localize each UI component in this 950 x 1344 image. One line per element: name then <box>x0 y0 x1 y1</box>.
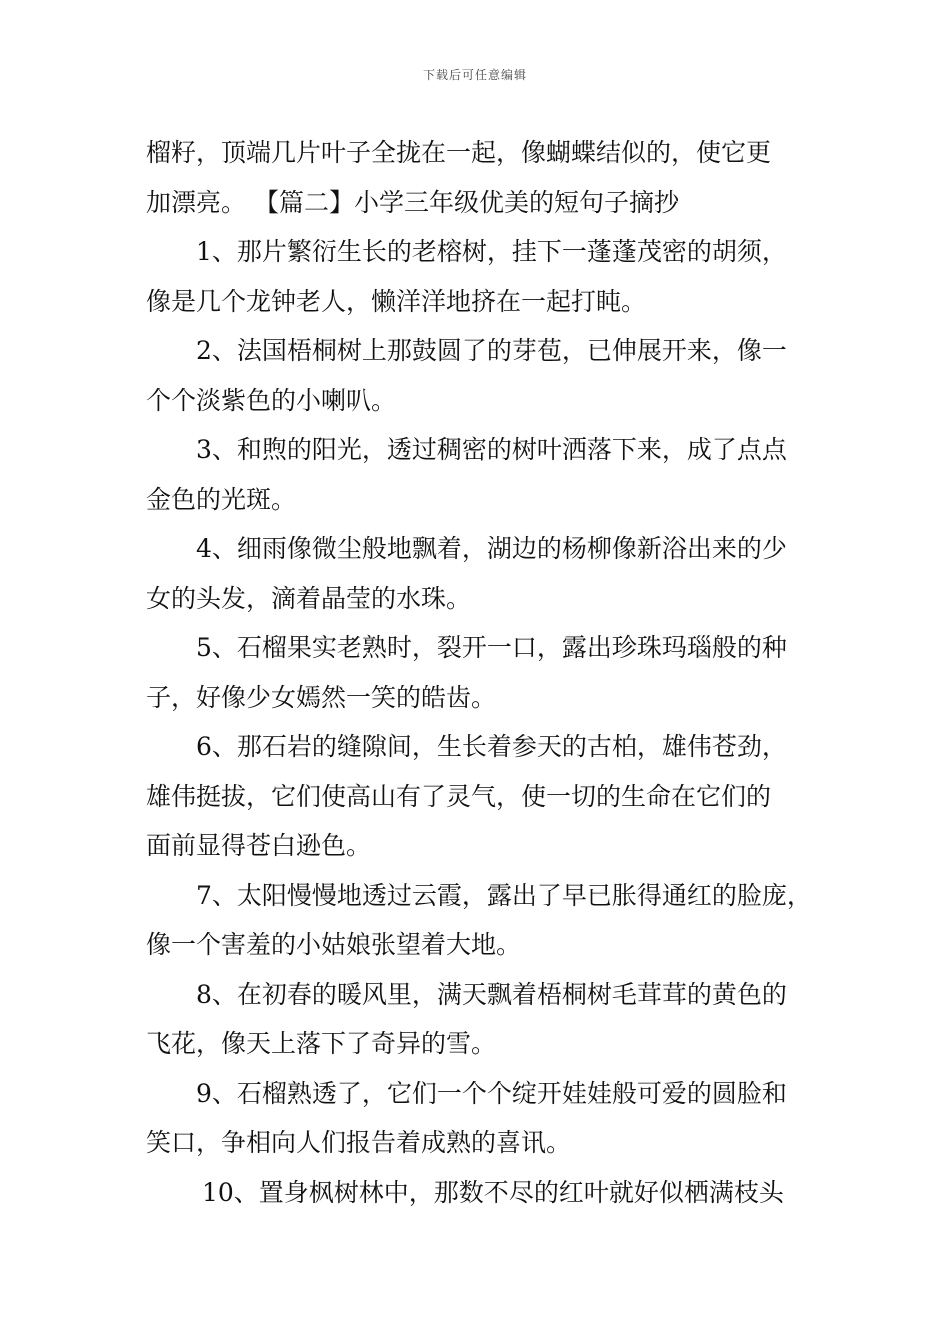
text-line: 2、法国梧桐树上那鼓圆了的芽苞，已伸展开来，像一 <box>196 336 787 365</box>
text-line: 像是几个龙钟老人，懒洋洋地挤在一起打盹。 <box>146 286 647 316</box>
text-line: 笑口，争相向人们报告着成熟的喜讯。 <box>146 1128 572 1157</box>
text-line: 5、石榴果实老熟时，裂开一口，露出珍珠玛瑙般的种 <box>196 633 787 662</box>
text-line: 8、在初春的暖风里，满天飘着梧桐树毛茸茸的黄色的 <box>196 979 787 1009</box>
text-line: 女的头发，滴着晶莹的水珠。 <box>146 583 472 613</box>
text-line: 榴籽，顶端几片叶子全拢在一起，像蝴蝶结似的，使它更 <box>146 138 772 167</box>
text-line: 子，好像少女嫣然一笑的皓齿。 <box>146 682 497 712</box>
document-body <box>146 128 810 1217</box>
text-line: 7、太阳慢慢地透过云霞，露出了早已胀得通红的脸庞， <box>196 880 812 910</box>
text-line: 4、细雨像微尘般地飘着，湖边的杨柳像新浴出来的少 <box>196 534 787 563</box>
text-line: 飞花，像天上落下了奇异的雪。 <box>146 1029 497 1058</box>
text-line: 加漂亮。 【篇二】小学三年级优美的短句子摘抄 <box>146 187 679 217</box>
text-line: 像一个害羞的小姑娘张望着大地。 <box>146 930 522 959</box>
text-line: 面前显得苍白逊色。 <box>146 831 372 860</box>
text-line: 雄伟挺拔，它们使高山有了灵气，使一切的生命在它们的 <box>146 781 772 811</box>
text-line: 金色的光斑。 <box>146 484 297 514</box>
text-line: 3、和煦的阳光，透过稠密的树叶洒落下来，成了点点 <box>196 435 787 464</box>
page-header-note: 下载后可任意编辑 <box>422 68 527 82</box>
text-line: 9、石榴熟透了，它们一个个绽开娃娃般可爱的圆脸和 <box>196 1078 787 1108</box>
text-line: 1、那片繁衍生长的老榕树，挂下一蓬蓬茂密的胡须， <box>196 237 787 266</box>
text-line: 10、置身枫树林中，那数不尽的红叶就好似栖满枝头 <box>202 1177 784 1207</box>
text-line: 6、那石岩的缝隙间，生长着参天的古柏，雄伟苍劲， <box>196 732 787 761</box>
text-line: 个个淡紫色的小喇叭。 <box>146 385 397 415</box>
